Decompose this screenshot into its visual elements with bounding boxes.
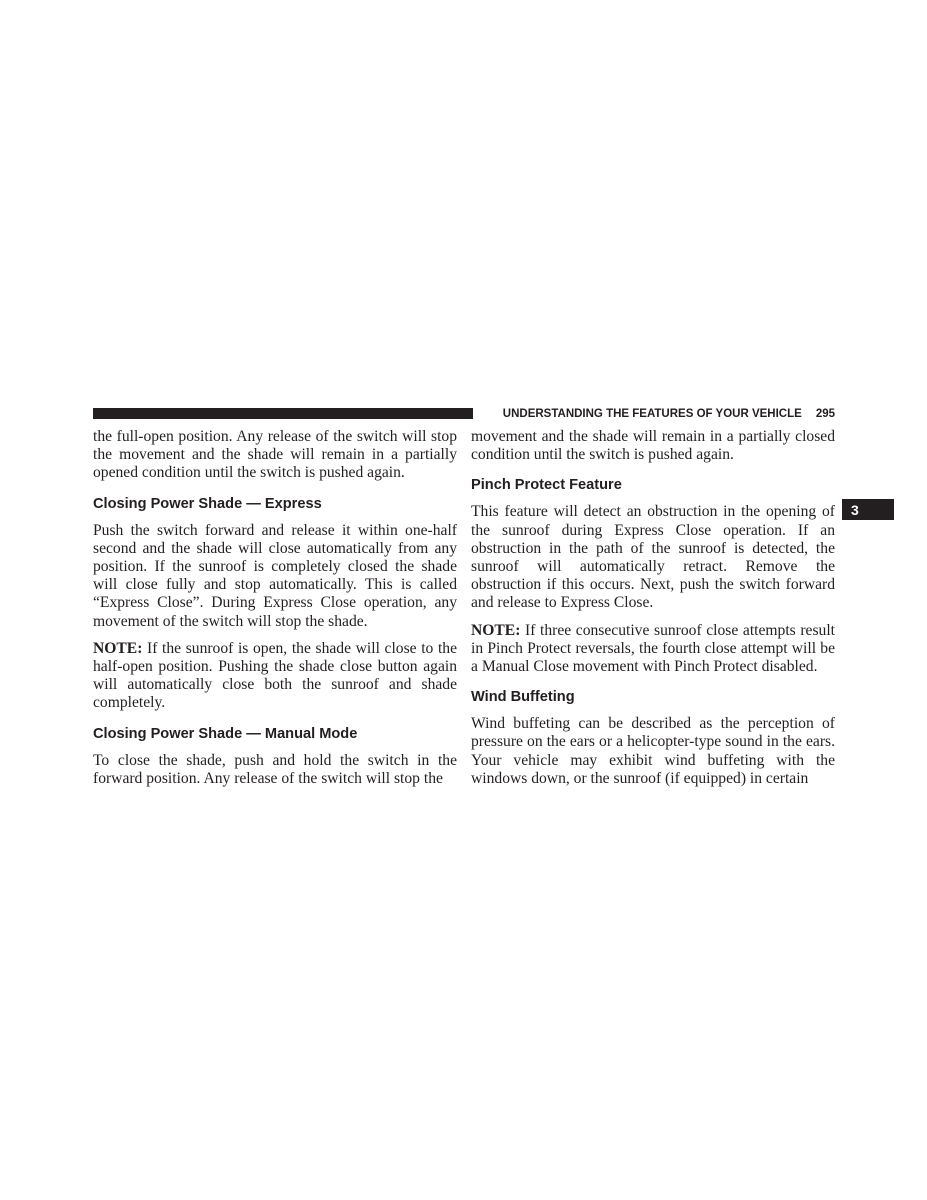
left-column (93, 428, 457, 797)
section-heading: Closing Power Shade — Express (93, 495, 322, 512)
chapter-number: 3 (851, 501, 859, 518)
right-column (471, 428, 835, 797)
note-paragraph (471, 622, 835, 677)
paragraph: Push the switch forward and release it within one-half second and the shade will close automatically from any position. If the sunroof is completely closed the shade will close fully and stop automatically. This is called “Express Close”. During Express Close operation, any movement of the switch will stop the shade. (93, 521, 457, 630)
page-number: 295 (815, 408, 835, 420)
section-heading: Closing Power Shade — Manual Mode (93, 725, 358, 742)
note-text: If three consecutive sunroof close attempts result in Pinch Protect reversals, the fourth close attempt will be a Manual Close movement with Pinch Protect disabled. (471, 621, 835, 676)
paragraph: the full-open position. Any release of the switch will stop the movement and the shade will remain in a partially opened condition until the switch is pushed again. (93, 428, 457, 482)
section-heading: Pinch Protect Feature (471, 477, 622, 494)
paragraph: Wind buffeting can be described as the perception of pressure on the ears or a helicopter-type sound in the ears. Your vehicle may exhibit wind buffeting with the windows down, or the sunroof (if equipped) in certain (471, 715, 835, 787)
note-text: If the sunroof is open, the shade will close to the half-open position. Pushing the shade close button again will automatically close both the sunroof and shade completely. (93, 639, 457, 712)
header-title: UNDERSTANDING THE FEATURES OF YOUR VEHICLE (502, 408, 802, 420)
header-rule (93, 408, 473, 419)
running-header (483, 405, 835, 423)
note-label: NOTE: (93, 639, 143, 657)
note-label: NOTE: (471, 621, 521, 639)
paragraph: This feature will detect an obstruction in the opening of the sunroof during Express Close operation. If an obstruction in the path of the sunroof is detected, the sunroof will automatically retract. Remove the obstruction if this occurs. Next, push the switch forward and release to Express Close. (471, 503, 835, 612)
paragraph: To close the shade, push and hold the switch in the forward position. Any release of the switch will stop the (93, 751, 457, 787)
section-heading: Wind Buffeting (471, 689, 575, 706)
paragraph: movement and the shade will remain in a partially closed condition until the switch is pushed again. (471, 428, 835, 464)
chapter-tab (842, 499, 894, 520)
note-paragraph (93, 640, 457, 713)
